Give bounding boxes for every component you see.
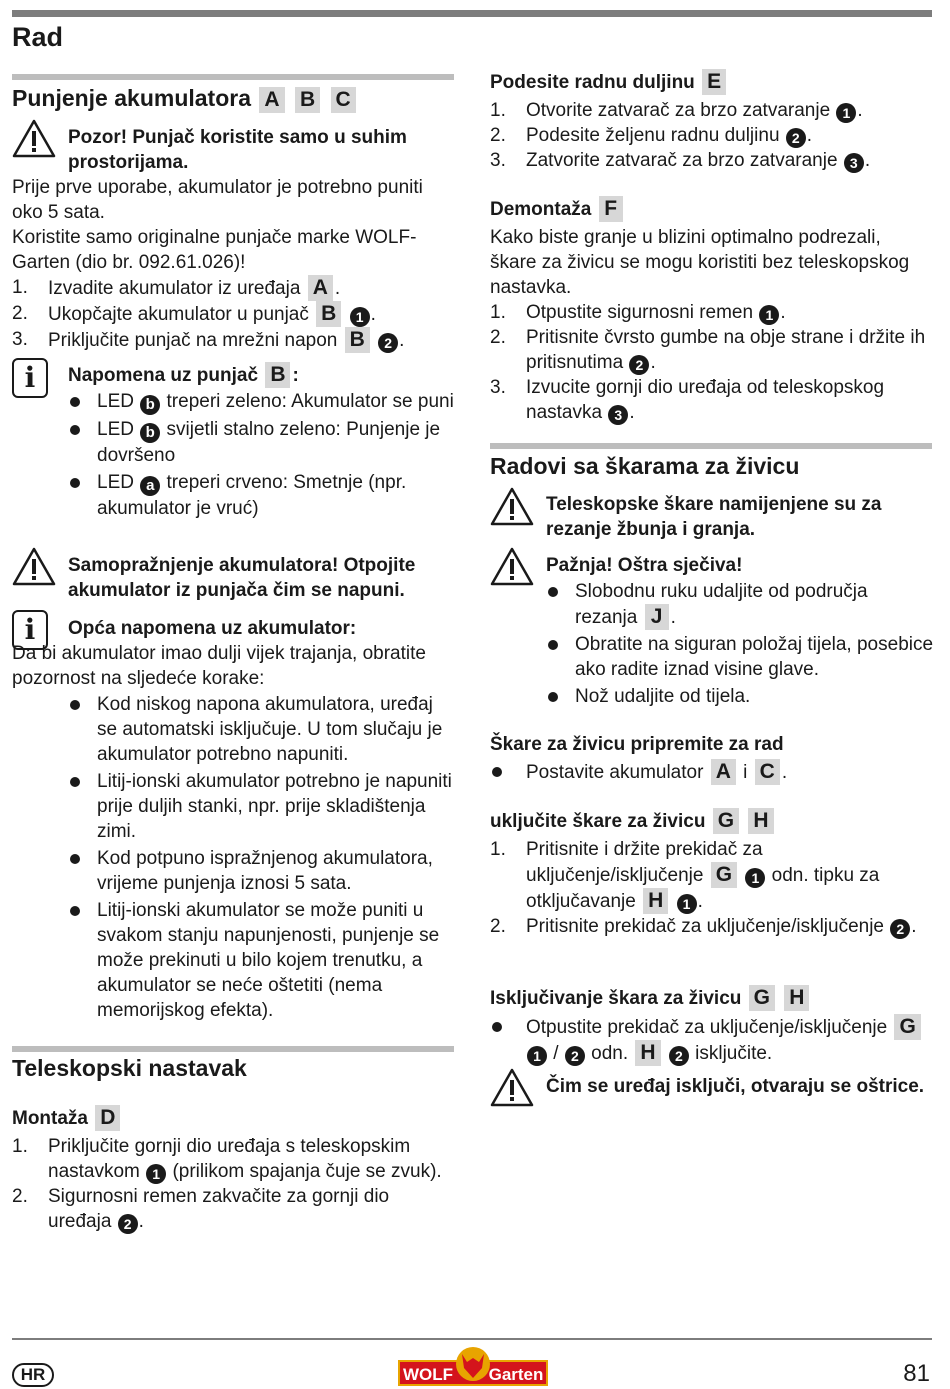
list-item: Litij-ionski akumulator potrebno je napuniti prije duljih stanki, npr. prije skladištenja zimi.: [68, 769, 458, 844]
page-number: 81: [903, 1360, 930, 1387]
prepare-items: [490, 759, 932, 785]
wolf-garten-logo: [398, 1346, 548, 1388]
list-item: 1. Otpustite sigurnosni remen 1 .: [490, 302, 786, 323]
footer-rule: [12, 1338, 932, 1340]
step-number-badge: 2: [669, 1046, 689, 1066]
warning-icon: [490, 1067, 534, 1107]
list-item: 2. Sigurnosni remen zakvačite za gornji dio uređaja 2 .: [12, 1186, 390, 1232]
step-number-badge: 2: [629, 355, 649, 375]
section-rule: [490, 443, 932, 449]
step-number-badge: 2: [378, 333, 398, 353]
logo-text-left: WOLF: [402, 1365, 454, 1384]
figure-label: D: [95, 1105, 120, 1131]
led-letter-badge: b: [140, 395, 160, 415]
list-item: 2. Pritisnite čvrsto gumbe na obje strane i držite ih pritisnutima 2 .: [490, 327, 926, 373]
figure-label: C: [331, 87, 356, 113]
prepare-heading: Škare za živicu pripremite za rad: [490, 734, 784, 755]
list-item: Kod potpuno ispražnjenog akumulatora, vrijeme punjenja iznosi 5 sata.: [68, 846, 458, 896]
figure-label: G: [711, 862, 737, 888]
work-heading: Radovi sa škarama za živicu: [490, 453, 800, 479]
figure-label: H: [784, 985, 809, 1011]
step-number-badge: 1: [759, 305, 779, 325]
figure-label: F: [599, 196, 623, 222]
step-number-badge: 1: [527, 1046, 547, 1066]
figure-label: G: [894, 1014, 920, 1040]
charging-intro-2: Koristite samo originalne punjače marke WOLF-Garten (dio br. 092.61.026)!: [12, 227, 417, 273]
figure-label: H: [643, 888, 668, 914]
warning-icon: [490, 486, 534, 526]
step-number-badge: 3: [608, 405, 628, 425]
list-item: Slobodnu ruku udaljite od područja rezanja J .: [546, 579, 934, 630]
figure-label: J: [645, 604, 669, 630]
step-number-badge: 2: [565, 1046, 585, 1066]
list-item: Nož udaljite od tijela.: [546, 684, 934, 709]
charger-note: Napomena uz punjač B : LED b treperi zeleno: Akumulator se puni LED b svijetli stalno zeleno: Punjenje je dovršeno LED a treperi crveno: Smetnje (npr. akumulator je vruć): [68, 362, 456, 521]
list-item: Otpustite prekidač za uključenje/isključenje G 1 / 2 odn. H 2 isključite.: [490, 1014, 932, 1066]
step-number-badge: 1: [836, 103, 856, 123]
warning-icon: [12, 118, 56, 158]
figure-label: E: [702, 69, 726, 95]
list-item: Postavite akumulator A i C .: [490, 759, 932, 785]
switch-off-items: [490, 1014, 932, 1066]
blade-warning: Pažnja! Oštra sječiva! Slobodnu ruku udaljite od područja rezanja J . Obratite na siguran položaj tijela, posebice ako radite iznad visine glave. Nož udaljite od tijela.: [546, 555, 934, 707]
figure-label: A: [308, 275, 333, 301]
switch-off-heading: Isključivanje škara za živicu G H: [490, 985, 811, 1011]
list-item: 2. Pritisnite prekidač za uključenje/isključenje 2 .: [490, 916, 917, 937]
step-number-badge: 1: [677, 894, 697, 914]
work-warning: Teleskopske škare namijenjene su za rezanje žbunja i granja.: [546, 494, 882, 540]
demontaza-steps: [490, 300, 932, 425]
demontaza-heading: Demontaža F: [490, 196, 625, 222]
list-item: 3. Zatvorite zatvarač za brzo zatvaranje 3 .: [490, 150, 871, 171]
list-item: Obratite na siguran položaj tijela, posebice ako radite iznad visine glave.: [546, 632, 934, 682]
list-item: 1. Priključite gornji dio uređaja s teleskopskim nastavkom 1 (prilikom spajanja čuje se zvuk).: [12, 1136, 442, 1182]
figure-label: H: [748, 808, 773, 834]
montaza-steps: [12, 1134, 454, 1234]
list-item: 1. Otvorite zatvarač za brzo zatvaranje 1 .: [490, 100, 863, 121]
list-item: 2. Podesite željenu radnu duljinu 2 .: [490, 125, 813, 146]
step-number-badge: 2: [118, 1214, 138, 1234]
montaza-heading: Montaža D: [12, 1105, 122, 1131]
figure-label: A: [711, 759, 736, 785]
step-number-badge: 2: [786, 128, 806, 148]
section-rule: [12, 1046, 454, 1052]
step-number-badge: 2: [890, 919, 910, 939]
figure-label: G: [713, 808, 739, 834]
list-item: 2. Ukopčajte akumulator u punjač B 1 .: [12, 302, 376, 325]
list-item: LED a treperi crveno: Smetnje (npr. akumulator je vruć): [68, 470, 456, 521]
charging-intro-1: Prije prve uporabe, akumulator je potrebno puniti oko 5 sata.: [12, 177, 423, 223]
page-title: Rad: [12, 22, 64, 52]
general-note: Opća napomena uz akumulator:: [68, 618, 357, 639]
figure-label: B: [295, 87, 320, 113]
figure-label: B: [345, 327, 370, 353]
step-number-badge: 3: [844, 153, 864, 173]
info-icon: i: [12, 358, 48, 398]
step-number-badge: 1: [745, 868, 765, 888]
step-number-badge: 1: [350, 307, 370, 327]
charging-heading: Punjenje akumulatora A B C: [12, 83, 358, 113]
led-letter-badge: b: [140, 423, 160, 443]
self-discharge-warning: Samopražnjenje akumulatora! Otpojite akumulator iz punjača čim se napuni.: [68, 555, 416, 601]
figure-label: B: [316, 301, 341, 327]
list-item: Litij-ionski akumulator se može puniti u svakom stanju napunjenosti, punjenje se može prekinuti u bilo kojem trenutku, a akumulator se neće oštetiti (nema memorijskog efekta).: [68, 898, 458, 1023]
figure-label: A: [259, 87, 284, 113]
top-rule: [12, 10, 932, 17]
telescopic-heading: Teleskopski nastavak: [12, 1055, 247, 1081]
charging-steps: [12, 275, 454, 353]
section-rule: [12, 74, 454, 80]
list-item: LED b svijetli stalno zeleno: Punjenje je dovršeno: [68, 417, 456, 468]
warning-icon: [490, 546, 534, 586]
figure-label: G: [749, 985, 775, 1011]
length-steps: [490, 98, 932, 173]
switch-on-heading: uključite škare za živicu G H: [490, 808, 776, 834]
figure-label: H: [635, 1040, 660, 1066]
step-number-badge: 1: [146, 1164, 166, 1184]
led-letter-badge: a: [140, 476, 160, 496]
list-item: Kod niskog napona akumulatora, uređaj se automatski isključuje. U tom slučaju je akumulator potrebno napuniti.: [68, 692, 458, 767]
list-item: 3. Priključite punjač na mrežni napon B 2 .: [12, 328, 405, 351]
warning-icon: [12, 546, 56, 586]
figure-label: B: [265, 362, 290, 388]
figure-label: C: [755, 759, 780, 785]
demontaza-intro: Kako biste granje u blizini optimalno podrezali, škare za živicu se mogu koristiti bez teleskopskog nastavka.: [490, 227, 910, 298]
logo-text-right: Garten: [488, 1365, 544, 1384]
list-item: LED b treperi zeleno: Akumulator se puni: [68, 389, 456, 415]
list-item: 1. Pritisnite i držite prekidač za uključenje/isključenje G 1 odn. tipku za otključavanje H 1 .: [490, 839, 880, 912]
language-badge: HR: [12, 1363, 54, 1387]
list-item: 3. Izvucite gornji dio uređaja od teleskopskog nastavka 3 .: [490, 377, 885, 423]
general-intro: Da bi akumulator imao dulji vijek trajanja, obratite pozornost na sljedeće korake:: [12, 643, 426, 689]
general-items: [68, 692, 458, 1023]
list-item: 1. Izvadite akumulator iz uređaja A .: [12, 276, 341, 299]
length-heading: Podesite radnu duljinu E: [490, 69, 728, 95]
info-icon: i: [12, 610, 48, 650]
switch-on-steps: [490, 837, 932, 939]
switch-off-warning: Čim se uređaj isključi, otvaraju se oštrice.: [546, 1076, 925, 1097]
charging-warning: Pozor! Punjač koristite samo u suhim prostorijama.: [68, 127, 407, 173]
